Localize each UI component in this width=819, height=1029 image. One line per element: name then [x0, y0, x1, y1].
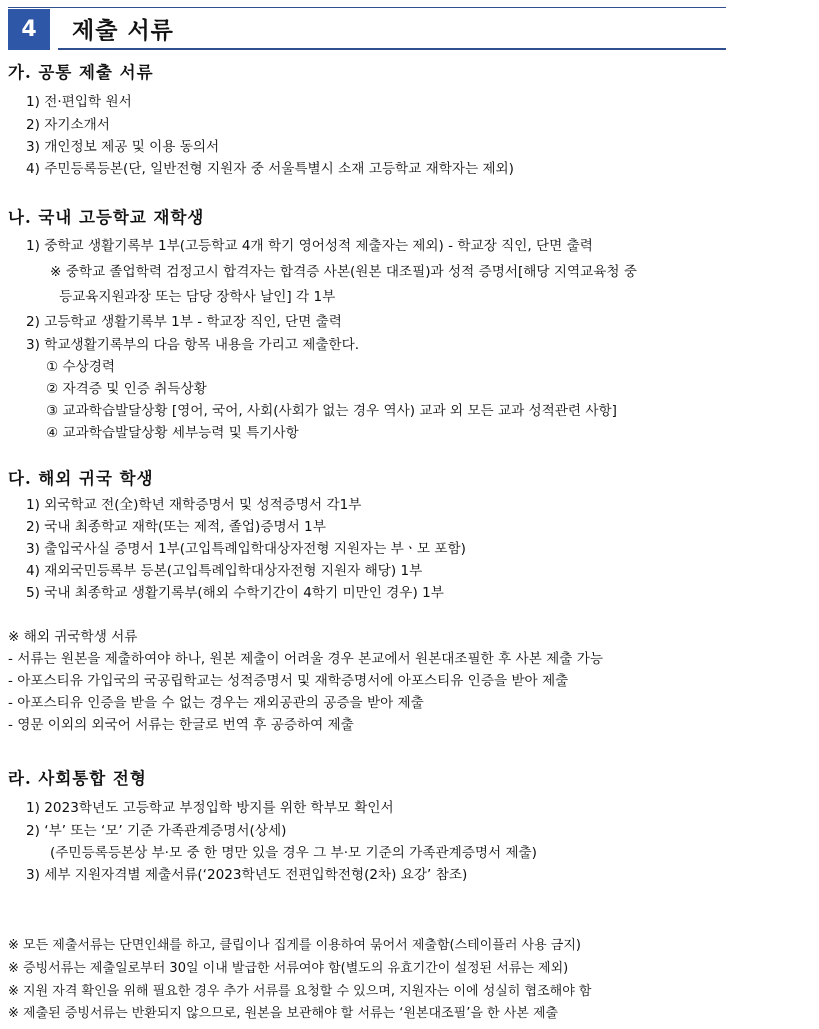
footnote: ※ 지원 자격 확인을 위해 필요한 경우 추가 서류를 요청할 수 있으며, 지원자는 이에 성실히 협조해야 함 [8, 984, 592, 999]
list-item: - 아포스티유 가입국의 국공립학교는 성적증명서 및 재학증명서에 아포스티유 인증을 받아 제출 [8, 673, 569, 689]
list-item: 1) 전·편입학 원서 [26, 94, 132, 110]
list-item: 1) 2023학년도 고등학교 부정입학 방지를 위한 학부모 확인서 [26, 800, 394, 816]
header-top-rule [8, 7, 726, 8]
list-item: 5) 국내 최종학교 생활기록부(해외 수학기간이 4학기 미만인 경우) 1부 [26, 585, 444, 601]
list-item-cont: (주민등록등본상 부·모 중 한 명만 있을 경우 그 부·모 기준의 가족관계증명서 제출) [50, 845, 537, 861]
list-item: 2) 자기소개서 [26, 117, 110, 133]
list-item: 4) 재외국민등록부 등본(고입특례입학대상자전형 지원자 해당) 1부 [26, 563, 423, 579]
section-number-badge: 4 [8, 9, 50, 50]
header-underline [58, 48, 726, 50]
page-title: 제출 서류 [72, 18, 174, 44]
sub-list-item: ② 자격증 및 인증 취득상황 [46, 381, 207, 397]
list-item: 2) 국내 최종학교 재학(또는 제적, 졸업)증명서 1부 [26, 519, 326, 535]
list-item: 4) 주민등록등본(단, 일반전형 지원자 중 서울특별시 소재 고등학교 재학자는 제외) [26, 161, 514, 177]
list-item: - 서류는 원본을 제출하여야 하나, 원본 제출이 어려울 경우 본교에서 원본대조필한 후 사본 제출 가능 [8, 651, 603, 667]
list-item-note: ※ 중학교 졸업학력 검정고시 합격자는 합격증 사본(원본 대조필)과 성적 증명서[해당 지역교육청 중 [50, 264, 637, 280]
list-item: - 아포스티유 인증을 받을 수 없는 경우는 재외공관의 공증을 받아 제출 [8, 695, 424, 711]
list-item-note-cont: 등교육지원과장 또는 담당 장학사 날인] 각 1부 [59, 289, 336, 305]
section-heading-common: 가. 공통 제출 서류 [8, 63, 154, 82]
list-item: 1) 중학교 생활기록부 1부(고등학교 4개 학기 영어성적 제출자는 제외) - 학교장 직인, 단면 출력 [26, 238, 593, 254]
section-heading-overseas: 다. 해외 귀국 학생 [8, 469, 154, 488]
list-item: - 영문 이외의 외국어 서류는 한글로 번역 후 공증하여 제출 [8, 717, 354, 733]
list-item: 3) 출입국사실 증명서 1부(고입특례입학대상자전형 지원자는 부ㆍ모 포함) [26, 541, 466, 557]
footnote: ※ 증빙서류는 제출일로부터 30일 이내 발급한 서류여야 함(별도의 유효기간이 설정된 서류는 제외) [8, 961, 569, 976]
section-heading-social: 라. 사회통합 전형 [8, 769, 147, 788]
footnote: ※ 제출된 증빙서류는 반환되지 않으므로, 원본을 보관해야 할 서류는 ‘원본대조필’을 한 사본 제출 [8, 1006, 559, 1021]
list-item: 3) 개인정보 제공 및 이용 동의서 [26, 139, 220, 155]
sub-list-item: ① 수상경력 [46, 359, 116, 375]
footnote: ※ 모든 제출서류는 단면인쇄를 하고, 클립이나 집게를 이용하여 묶어서 제출함(스테이플러 사용 금지) [8, 938, 581, 953]
list-item: 2) 고등학교 생활기록부 1부 - 학교장 직인, 단면 출력 [26, 314, 342, 330]
list-item: 1) 외국학교 전(全)학년 재학증명서 및 성적증명서 각1부 [26, 497, 362, 513]
sub-list-item: ④ 교과학습발달상황 세부능력 및 특기사항 [46, 425, 299, 441]
list-item: 3) 학교생활기록부의 다음 항목 내용을 가리고 제출한다. [26, 337, 360, 353]
sub-list-item: ③ 교과학습발달상황 [영어, 국어, 사회(사회가 없는 경우 역사) 교과 외 모든 교과 성적관련 사항] [46, 403, 617, 419]
list-item: 2) ‘부’ 또는 ‘모’ 기준 가족관계증명서(상세) [26, 823, 287, 839]
section-heading-domestic: 나. 국내 고등학교 재학생 [8, 208, 205, 227]
list-item: 3) 세부 지원자격별 제출서류(‘2023학년도 전편입학전형(2차) 요강’ 참조) [26, 867, 468, 883]
overseas-docs-title: ※ 해외 귀국학생 서류 [8, 629, 138, 645]
